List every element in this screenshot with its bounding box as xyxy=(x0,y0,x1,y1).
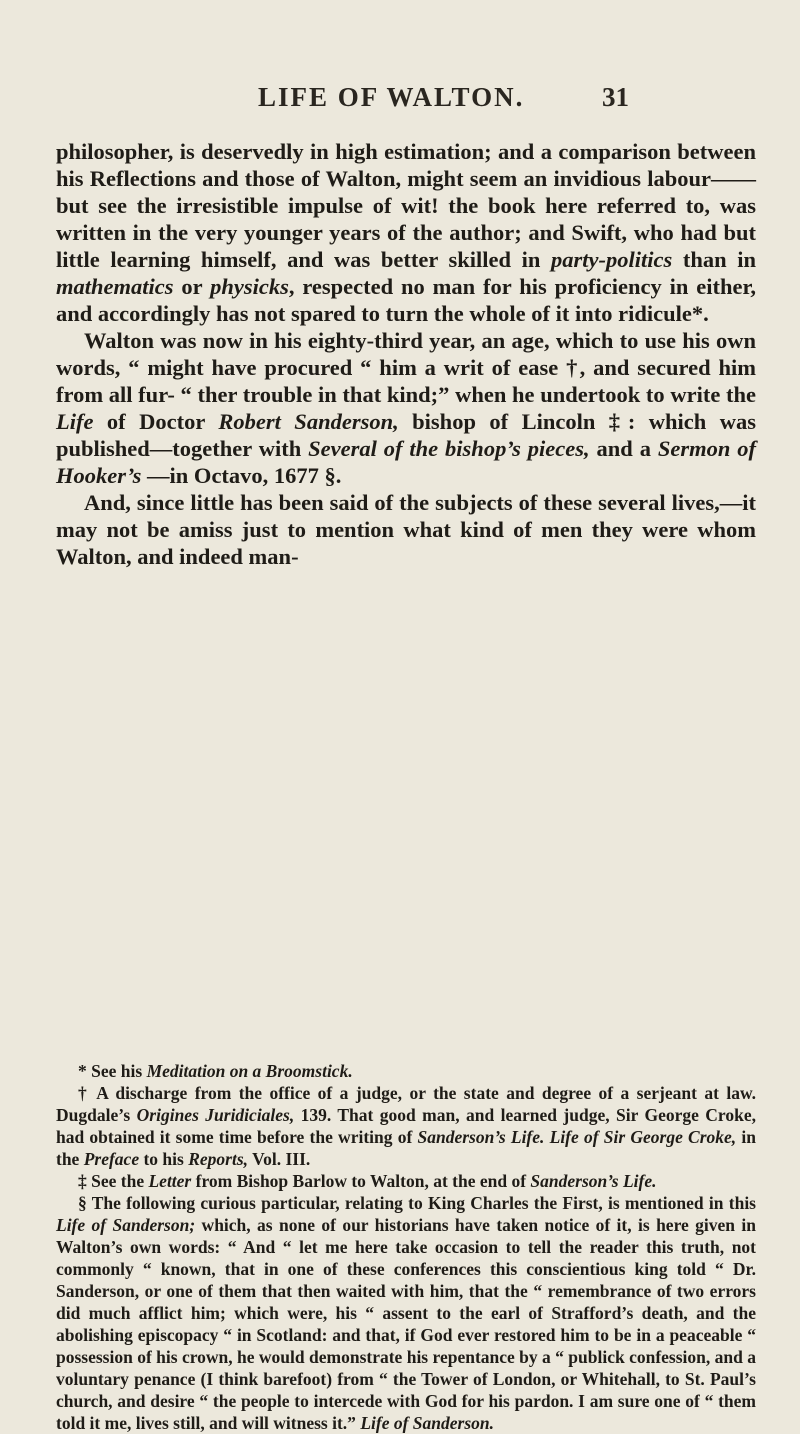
paragraph-2: Walton was now in his eighty-third year, an age, which to use his own words, “ might have procured “ him a writ of ease †, and secured him from all fur- “ ther trouble in that kind;” when he undertook to write the Life of Doctor Robert Sanderson, bishop of Lincoln ‡: which was published—together with Several of the bishop’s pieces, and a Sermon of Hooker’s —in Octavo, 1677 §. xyxy=(56,328,756,488)
footnote-asterisk: * See his Meditation on a Broomstick. xyxy=(78,1061,353,1081)
footnotes xyxy=(56,1060,756,1434)
page-number: 31 xyxy=(602,82,629,112)
page-header xyxy=(0,82,800,122)
paragraph-1: philosopher, is deservedly in high estimation; and a comparison between his Reflections and those of Walton, might seem an invidious labour——but see the irresistible impulse of wit! the book here referred to, was written in the very younger years of the author; and Swift, who had but little learning himself, and was better skilled in party-politics than in mathematics or physicks, respected no man for his proficiency in either, and accordingly has not spared to turn the whole of it into ridicule*. xyxy=(56,139,756,326)
footnote-double-dagger: ‡ See the Letter from Bishop Barlow to Walton, at the end of Sanderson’s Life. xyxy=(78,1171,657,1191)
footnote-dagger: † A discharge from the office of a judge, or the state and degree of a serjeant at law. Dugdale’s Origines Juridiciales, 139. That good man, and learned judge, Sir George Croke, had obtained it some time before the writing of Sanderson’s Life. Life of Sir George Croke, in the Preface to his Reports, Vol. III. xyxy=(56,1083,756,1169)
running-head: LIFE OF WALTON. xyxy=(258,82,525,112)
footnote-section: § The following curious particular, relating to King Charles the First, is mentioned in this Life of Sanderson; which, as none of our historians have taken notice of it, is here given in Walton’s own words: “ And “ let me here take occasion to tell the reader this truth, not commonly “ known, that in one of these conferences this conscientious king told “ Dr. Sanderson, or one of them that then waited with him, that the “ remembrance of two errors did much afflict him; which were, his “ assent to the earl of Strafford’s death, and the abolishing episcopacy “ in Scotland: and that, if God ever restored him to be in a peaceable “ possession of his crown, he would demonstrate his repentance by a “ publick confession, and a voluntary penance (I think barefoot) from “ the Tower of London, or Whitehall, to St. Paul’s church, and desire “ the people to intercede with God for his pardon. I am sure one of “ them told it me, lives still, and will witness it.” Life of Sanderson. xyxy=(56,1193,757,1433)
paragraph-3: And, since little has been said of the subjects of these several lives,—it may not be amiss just to mention what kind of men they were whom Walton, and indeed man- xyxy=(56,490,756,569)
main-text xyxy=(56,138,756,570)
